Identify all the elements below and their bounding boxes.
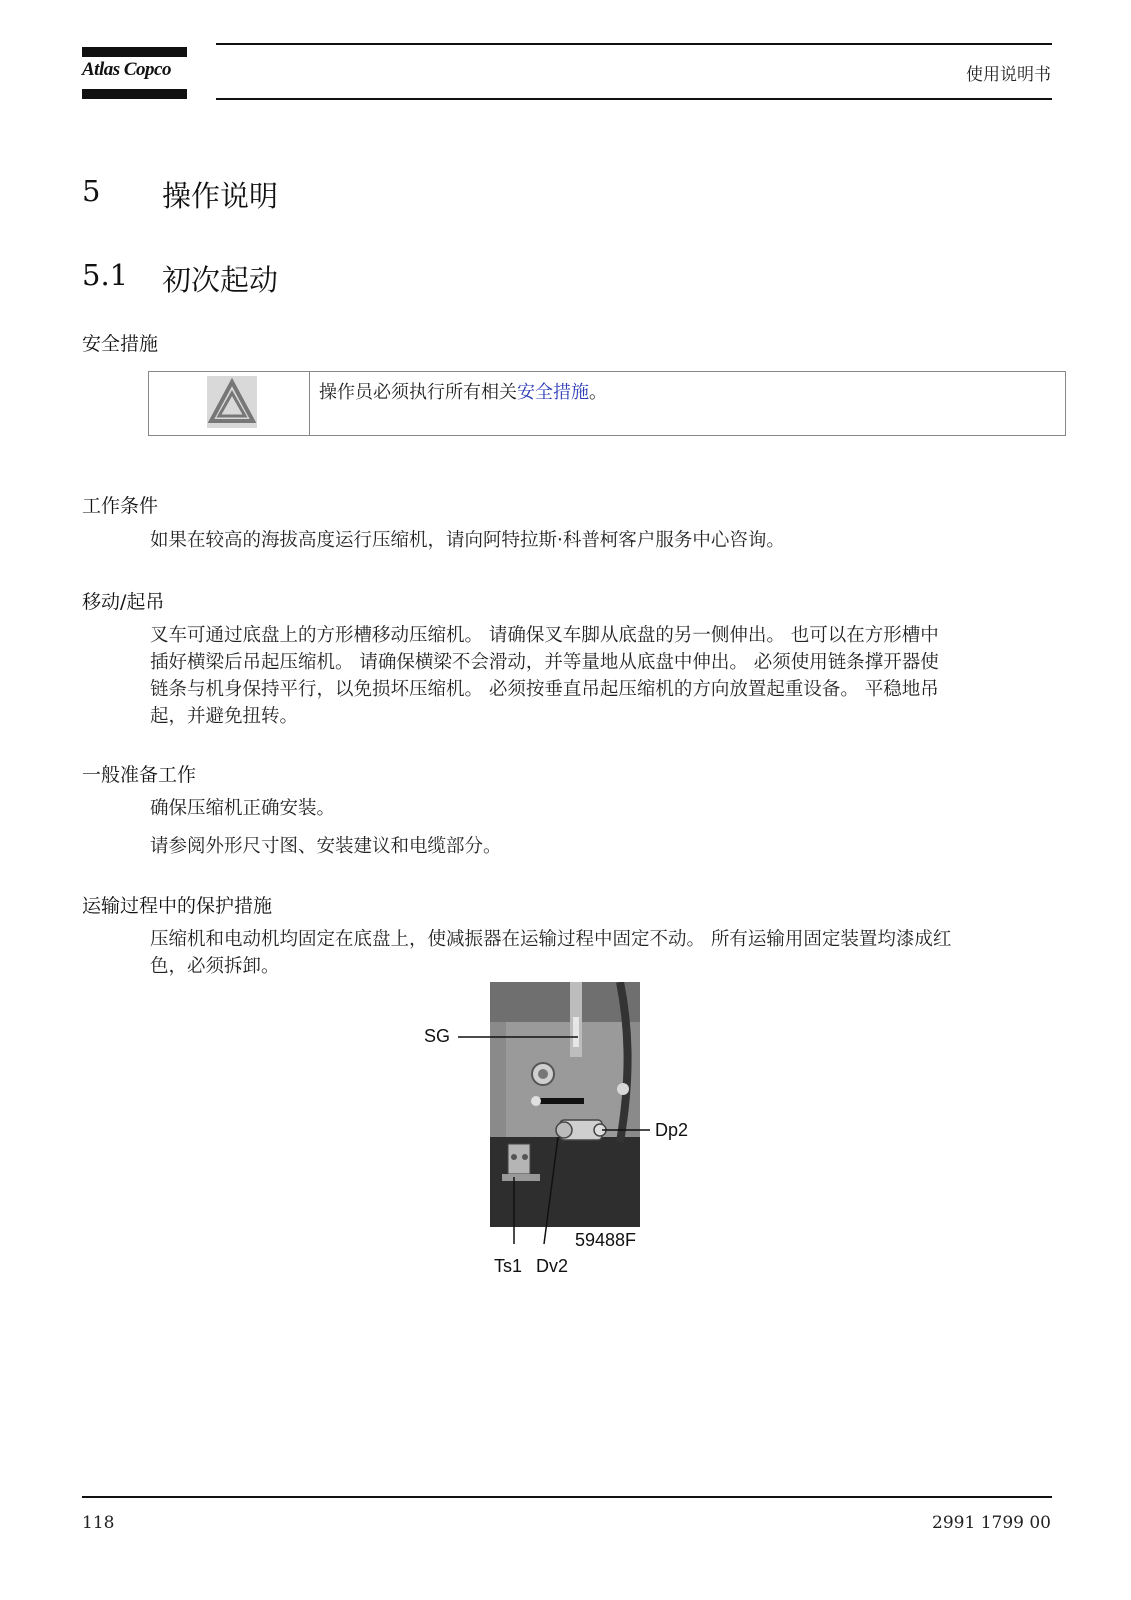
section-title: 操作说明: [162, 179, 279, 213]
label-sg: SG: [424, 1026, 451, 1046]
safety-text-after: 。: [589, 382, 607, 403]
safety-text-before: 操作员必须执行所有相关: [319, 382, 517, 403]
header-rule-bottom: [216, 98, 1052, 100]
label-dv2: Dv2: [536, 1256, 569, 1276]
safety-icon-cell: [149, 372, 310, 435]
section-number: 5: [82, 174, 101, 208]
header-rule-top: [216, 43, 1052, 45]
subsection-title: 初次起动: [162, 263, 279, 297]
transport-fixture-figure: [410, 982, 710, 1282]
moving-lifting-line: 叉车可通过底盘上的方形槽移动压缩机。 请确保叉车脚从底盘的另一侧伸出。 也可以在方形槽中: [150, 625, 939, 646]
logo-text: Atlas Copco: [82, 59, 171, 80]
label-dp2: Dp2: [655, 1120, 689, 1140]
safety-measures-link[interactable]: 安全措施: [517, 382, 589, 403]
transport-protection-heading: 运输过程中的保护措施: [82, 895, 273, 917]
moving-lifting-line: 插好横梁后吊起压缩机。 请确保横梁不会滑动，并等量地从底盘中伸出。 必须使用链条撑开器使: [150, 652, 939, 673]
subsection-number: 5.1: [82, 258, 129, 292]
logo-bar-top: [82, 47, 187, 57]
general-prep-line: 请参阅外形尺寸图、安装建议和电缆部分。: [150, 836, 502, 857]
moving-lifting-line: 起，并避免扭转。: [150, 706, 299, 727]
header-title: 使用说明书: [966, 65, 1051, 85]
general-prep-line: 确保压缩机正确安装。: [150, 798, 336, 819]
logo-bar-bottom: [82, 89, 187, 99]
safety-heading: 安全措施: [82, 333, 159, 355]
transport-protection-line: 色，必须拆卸。: [150, 956, 280, 977]
moving-lifting-heading: 移动/起吊: [82, 591, 165, 613]
transport-protection-line: 压缩机和电动机均固定在底盘上，使减振器在运输过程中固定不动。 所有运输用固定装置均漆成红: [150, 929, 952, 950]
figure-code: 59488F: [575, 1230, 637, 1250]
general-prep-heading: 一般准备工作: [82, 764, 197, 786]
safety-notice-text: [319, 378, 607, 404]
footer-rule: [82, 1496, 1052, 1498]
document-number: 2991 1799 00: [932, 1513, 1051, 1533]
working-conditions-text: 如果在较高的海拔高度运行压缩机，请向阿特拉斯·科普柯客户服务中心咨询。: [150, 530, 785, 551]
working-conditions-heading: 工作条件: [82, 495, 159, 517]
page-number: 118: [82, 1513, 115, 1533]
warning-triangle-icon: [207, 376, 257, 428]
safety-notice-table: [148, 371, 1066, 436]
label-ts1: Ts1: [494, 1256, 523, 1276]
moving-lifting-line: 链条与机身保持平行，以免损坏压缩机。 必须按垂直吊起压缩机的方向放置起重设备。 平稳地吊: [150, 679, 939, 700]
